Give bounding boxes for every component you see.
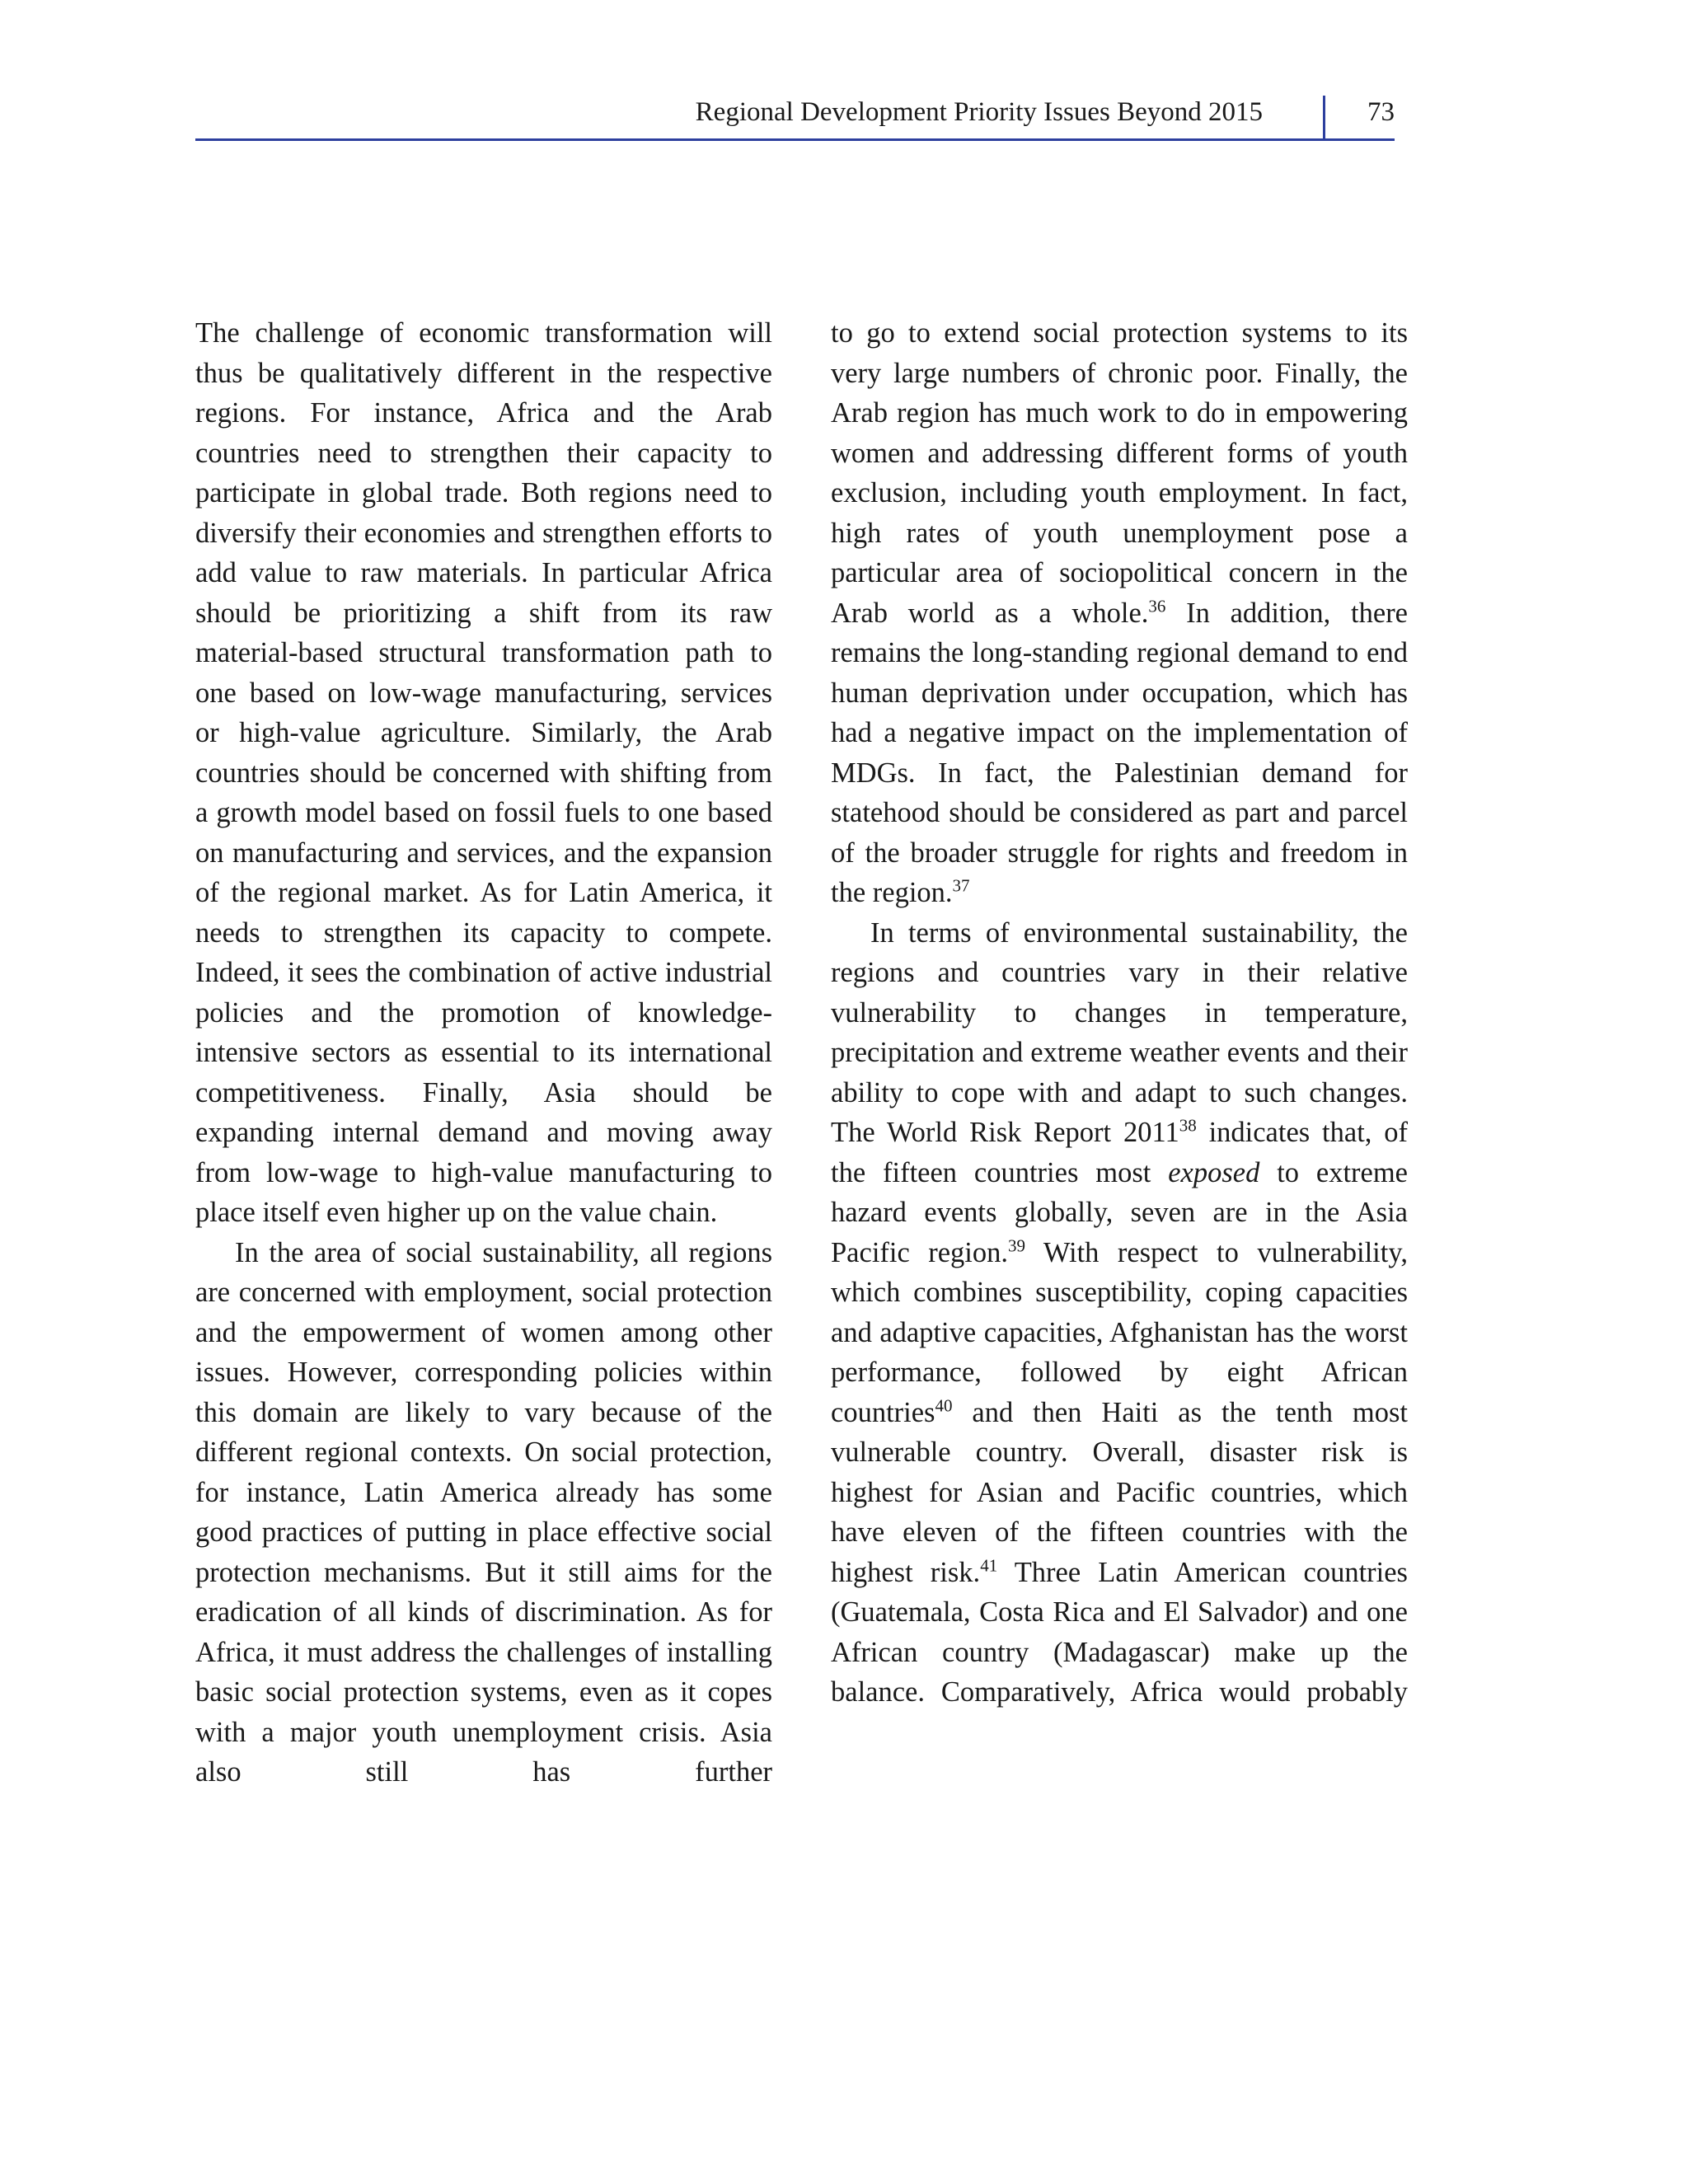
text-span: indicates that, of the fifteen countries most (831, 1117, 1409, 1188)
text-span: In terms of environmental sustainability, the regions and countries vary in their relative vulnerability to changes in temperature, precipitation and extreme weather events and their ability to cope with and adapt to such changes. The World Risk Report 2011 (831, 916, 1408, 1148)
left-column (195, 313, 772, 1793)
footnote-ref-41: 41 (980, 1555, 998, 1575)
paragraph-economic-transformation: The challenge of economic transformation will thus be qualitatively different in the respective regions. For instance, Africa and the Arab countries need to strengthen their capacity to participate in global trade. Both regions need to diversify their economies and strengthen efforts to add value to raw materials. In particular Africa should be prioritizing a shift from its raw material-based structural transformation path to one based on low-wage manufacturing, services or high-value agriculture. Similarly, the Arab countries should be concerned with shifting from a growth model based on fossil fuels to one based on manufacturing and services, and the expansion of the regional market. As for Latin America, it needs to strengthen its capacity to compete. Indeed, it sees the combination of active industrial policies and the promotion of knowledge-intensive sectors as essential to its international competitiveness. Finally, Asia should be expanding internal demand and moving away from low-wage to high-value manufacturing to place itself even higher up on the value chain. (195, 317, 772, 1228)
text-span: With respect to vulnerability, which combines susceptibility, coping capacities and adaptive capacities, Afghanistan has the worst performance, followed by eight African countries (831, 1236, 1408, 1428)
emphasis-exposed: exposed (1168, 1156, 1260, 1188)
header-divider (1323, 96, 1325, 138)
running-header (195, 91, 1395, 141)
text-span: to go to extend social protection systems to its very large numbers of chronic poor. Finally, the Arab region has much work to do in empowering women and addressing different forms of youth exclusion, including youth employment. In fact, high rates of youth unemployment pose a particular area of sociopolitical concern in the Arab world as a whole. (831, 317, 1408, 629)
text-span: In addition, there remains the long-standing regional demand to end human deprivation under occupation, which has had a negative impact on the implementation of MDGs. In fact, the Palestinian demand for statehood should be considered as part and parcel of the broader struggle for rights and freedom in the region. (831, 597, 1408, 908)
text-span: to extreme hazard events globally, seven are in the Asia Pacific region. (831, 1156, 1408, 1268)
footnote-ref-39: 39 (1008, 1235, 1025, 1255)
text-span: and then Haiti as the tenth most vulnerable country. Overall, disaster risk is highest for Asian and Pacific countries, which have eleven of the fifteen countries with the highest risk. (831, 1396, 1408, 1588)
footnote-ref-36: 36 (1148, 596, 1166, 616)
text-span: Three Latin American countries (Guatemala, Costa Rica and El Salvador) and one African country (Madagascar) make up the balance. Comparatively, Africa would probably (831, 1556, 1408, 1708)
footnote-ref-38: 38 (1179, 1115, 1197, 1136)
paragraph-social-sustainability: In the area of social sustainability, all regions are concerned with employment, social protection and the empowerment of women among other issues. However, corresponding policies within this domain are likely to vary because of the different regional contexts. On social protection, for instance, Latin America already has some good practices of putting in place effective social protection mechanisms. But it still aims for the eradication of all kinds of discrimination. As for Africa, it must address the challenges of installing basic social protection systems, even as it copes with a major youth unemployment crisis. Asia also still has further (195, 1236, 772, 1788)
header-title: Regional Development Priority Issues Beyond 2015 (695, 97, 1263, 127)
paragraph-arab-region (831, 313, 1408, 913)
footnote-ref-40: 40 (935, 1395, 953, 1415)
paragraph-environmental-sustainability (831, 913, 1408, 1713)
right-column (831, 313, 1408, 1713)
footnote-ref-37: 37 (952, 875, 970, 896)
page-number: 73 (1367, 97, 1395, 127)
